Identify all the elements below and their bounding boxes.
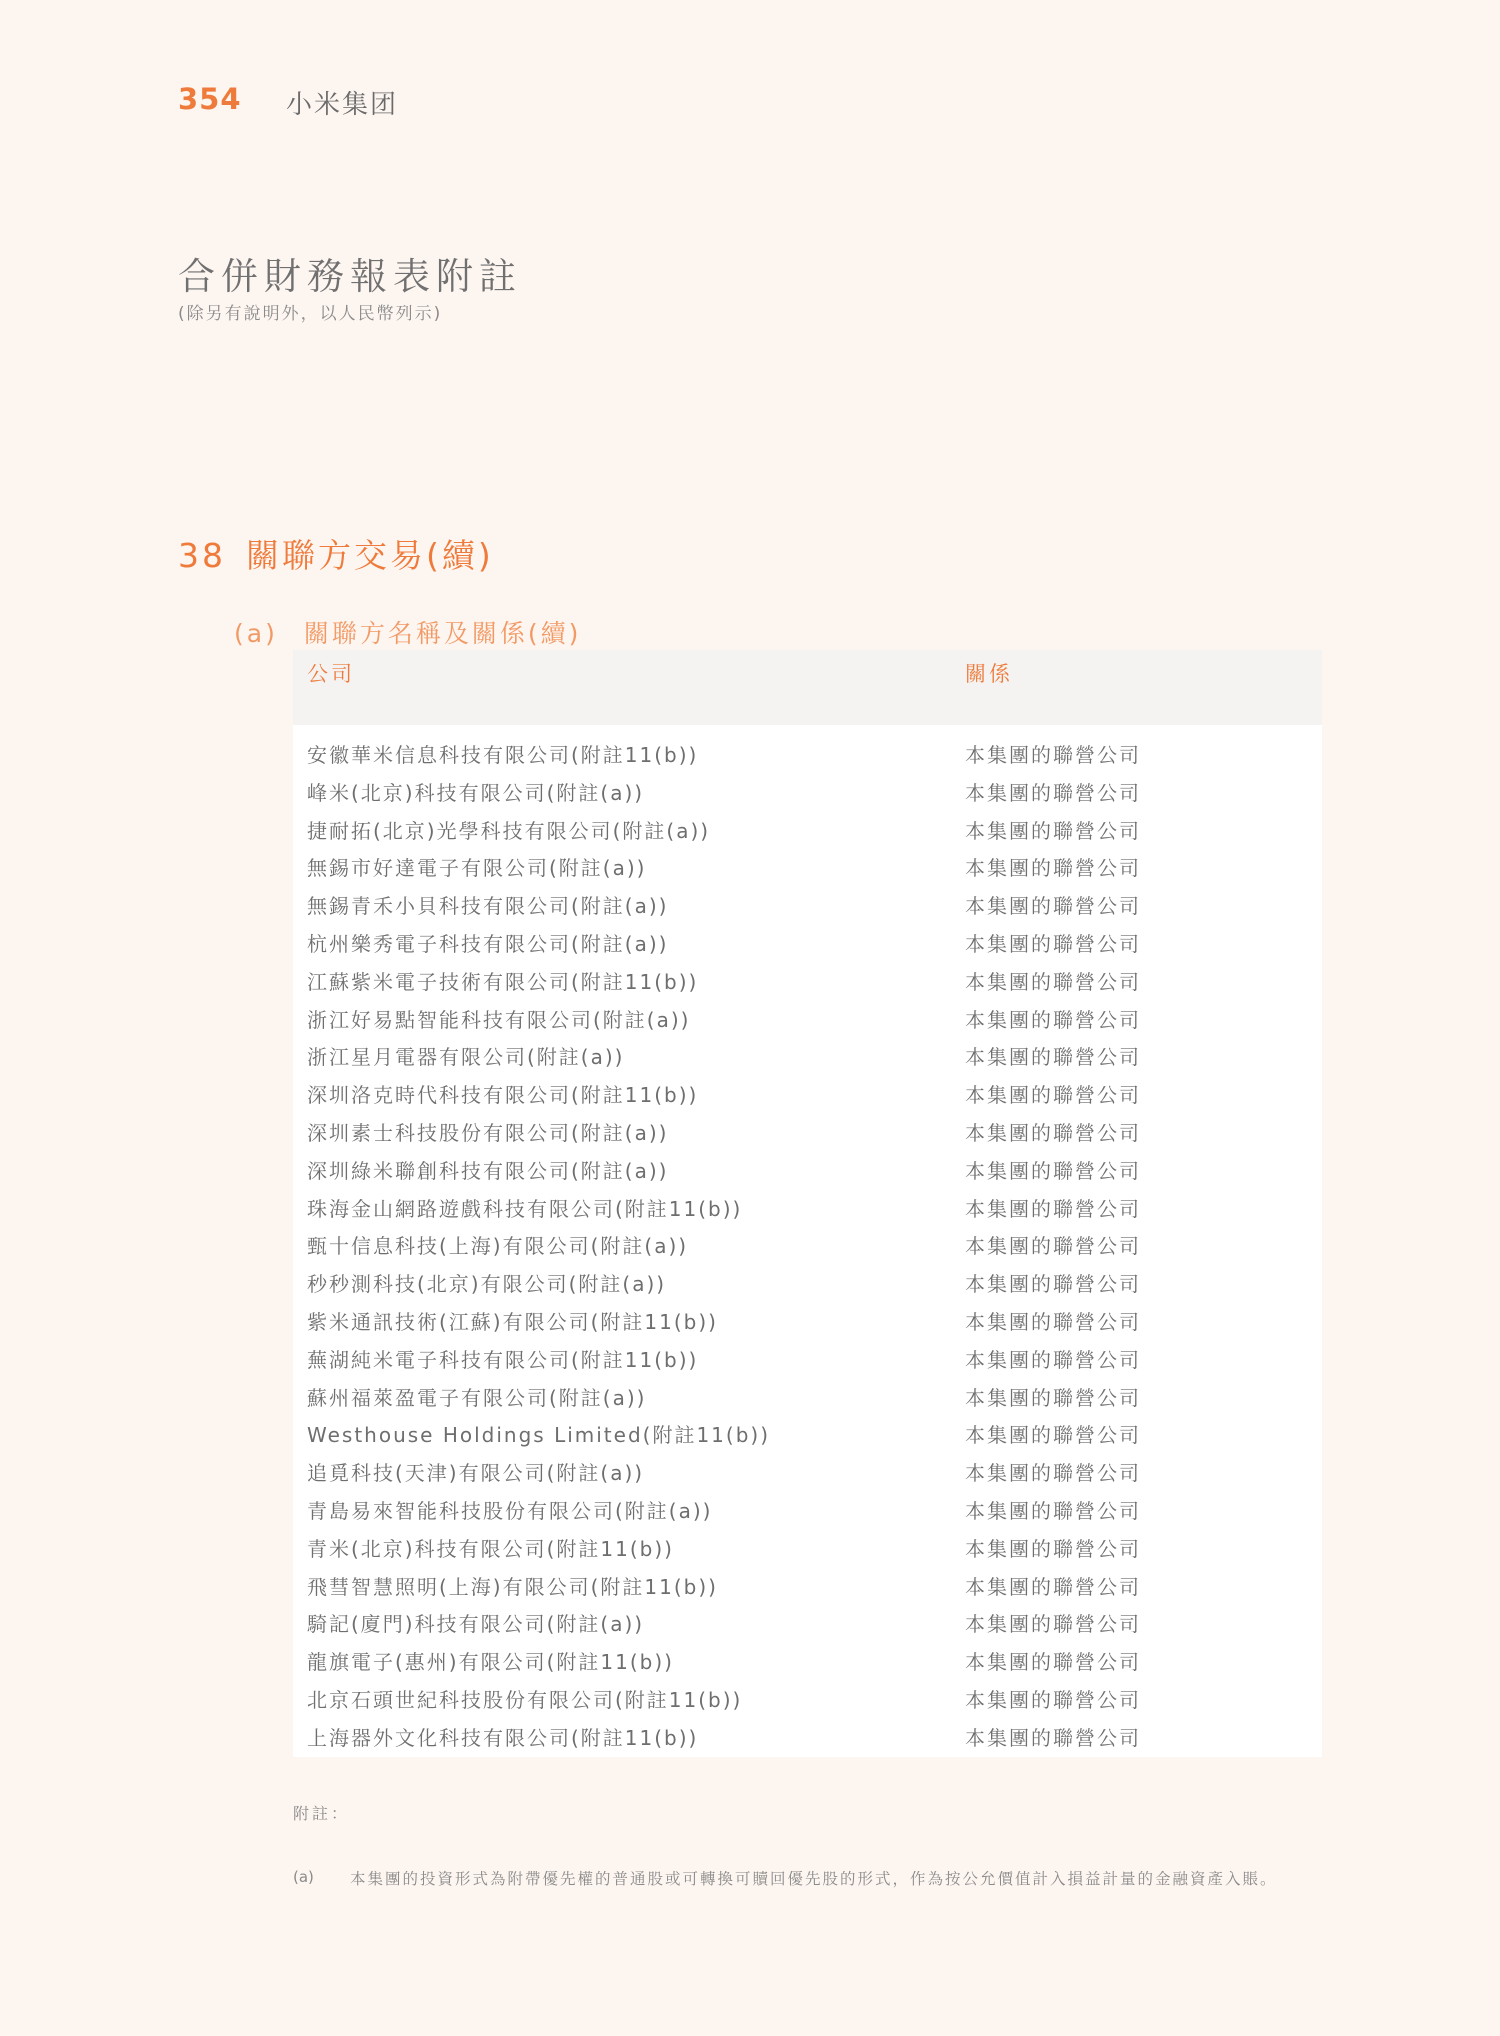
cell-company: 深圳洛克時代科技有限公司(附註11(b)) — [307, 1083, 699, 1108]
cell-company: 紫米通訊技術(江蘇)有限公司(附註11(b)) — [307, 1309, 718, 1334]
cell-company: 北京石頭世紀科技股份有限公司(附註11(b)) — [307, 1687, 743, 1712]
cell-relationship: 本集團的聯營公司 — [965, 894, 1141, 919]
table-row — [293, 732, 1322, 770]
cell-company: 江蘇紫米電子技術有限公司(附註11(b)) — [307, 969, 699, 994]
table-row — [293, 921, 1322, 959]
table-row — [293, 1375, 1322, 1413]
notes-title: 附註： — [293, 1804, 351, 1823]
header-relationship: 關係 — [965, 662, 1013, 686]
cell-relationship: 本集團的聯營公司 — [965, 1725, 1141, 1750]
document-title: 合併財務報表附註 — [178, 255, 522, 298]
cell-relationship: 本集團的聯營公司 — [965, 1687, 1141, 1712]
cell-company: Westhouse Holdings Limited(附註11(b)) — [307, 1423, 771, 1448]
cell-company: 追覓科技(天津)有限公司(附註(a)) — [307, 1461, 645, 1486]
subsection-label: (a) — [234, 619, 278, 648]
cell-relationship: 本集團的聯營公司 — [965, 1536, 1141, 1561]
section-number: 38 — [178, 536, 226, 575]
cell-company: 深圳素士科技股份有限公司(附註(a)) — [307, 1120, 669, 1145]
related-parties-table — [293, 650, 1322, 1757]
table-row — [293, 1110, 1322, 1148]
cell-relationship: 本集團的聯營公司 — [965, 1007, 1141, 1032]
cell-company: 上海器外文化科技有限公司(附註11(b)) — [307, 1725, 699, 1750]
cell-company: 無錫青禾小貝科技有限公司(附註(a)) — [307, 894, 669, 919]
cell-relationship: 本集團的聯營公司 — [965, 1574, 1141, 1599]
section-heading — [178, 530, 494, 577]
table-row — [293, 959, 1322, 997]
cell-company: 珠海金山網路遊戲科技有限公司(附註11(b)) — [307, 1196, 743, 1221]
cell-relationship: 本集團的聯營公司 — [965, 1498, 1141, 1523]
table-row — [293, 1261, 1322, 1299]
subsection-heading — [234, 614, 581, 650]
cell-relationship: 本集團的聯營公司 — [965, 1083, 1141, 1108]
cell-company: 浙江好易點智能科技有限公司(附註(a)) — [307, 1007, 691, 1032]
header-company: 公司 — [307, 662, 355, 686]
cell-relationship: 本集團的聯營公司 — [965, 1347, 1141, 1372]
cell-relationship: 本集團的聯營公司 — [965, 1461, 1141, 1486]
cell-relationship: 本集團的聯營公司 — [965, 1309, 1141, 1334]
cell-company: 杭州樂秀電子科技有限公司(附註(a)) — [307, 931, 669, 956]
cell-company: 飛彗智慧照明(上海)有限公司(附註11(b)) — [307, 1574, 718, 1599]
table-row — [293, 770, 1322, 808]
cell-relationship: 本集團的聯營公司 — [965, 856, 1141, 881]
table-row — [293, 845, 1322, 883]
table-row — [293, 1148, 1322, 1186]
cell-relationship: 本集團的聯營公司 — [965, 743, 1141, 767]
cell-company: 青島易來智能科技股份有限公司(附註(a)) — [307, 1498, 713, 1523]
table-row — [293, 1034, 1322, 1072]
cell-company: 峰米(北京)科技有限公司(附註(a)) — [307, 780, 645, 805]
document-subtitle: (除另有說明外，以人民幣列示) — [178, 304, 443, 324]
table-row — [293, 883, 1322, 921]
cell-relationship: 本集團的聯營公司 — [965, 1045, 1141, 1070]
cell-relationship: 本集團的聯營公司 — [965, 1120, 1141, 1145]
cell-company: 深圳綠米聯創科技有限公司(附註(a)) — [307, 1158, 669, 1183]
table-row — [293, 1299, 1322, 1337]
cell-company: 安徽華米信息科技有限公司(附註11(b)) — [307, 743, 699, 767]
company-name: 小米集团 — [286, 90, 399, 120]
cell-company: 無錫市好達電子有限公司(附註(a)) — [307, 856, 647, 881]
cell-relationship: 本集團的聯營公司 — [965, 1158, 1141, 1183]
table-row — [293, 1412, 1322, 1450]
table-row — [293, 1072, 1322, 1110]
cell-company: 浙江星月電器有限公司(附註(a)) — [307, 1045, 625, 1070]
table-row — [293, 1564, 1322, 1602]
note-text: 本集團的投資形式為附帶優先權的普通股或可轉換可贖回優先股的形式，作為按公允價值計入損益計量的金融資產入賬。 — [350, 1870, 1278, 1888]
table-row — [293, 997, 1322, 1035]
cell-company: 蕪湖純米電子科技有限公司(附註11(b)) — [307, 1347, 699, 1372]
cell-relationship: 本集團的聯營公司 — [965, 1385, 1141, 1410]
table-row — [293, 808, 1322, 846]
table-body — [293, 725, 1322, 1757]
cell-relationship: 本集團的聯營公司 — [965, 1423, 1141, 1448]
cell-relationship: 本集團的聯營公司 — [965, 780, 1141, 805]
table-header — [293, 650, 1322, 725]
table-row — [293, 1337, 1322, 1375]
cell-company: 秒秒測科技(北京)有限公司(附註(a)) — [307, 1272, 667, 1297]
table-row — [293, 1186, 1322, 1224]
table-row — [293, 1639, 1322, 1677]
cell-relationship: 本集團的聯營公司 — [965, 1234, 1141, 1259]
cell-company: 龍旗電子(惠州)有限公司(附註11(b)) — [307, 1650, 674, 1675]
cell-relationship: 本集團的聯營公司 — [965, 1650, 1141, 1675]
cell-company: 青米(北京)科技有限公司(附註11(b)) — [307, 1536, 674, 1561]
cell-relationship: 本集團的聯營公司 — [965, 969, 1141, 994]
cell-relationship: 本集團的聯營公司 — [965, 1272, 1141, 1297]
cell-company: 騎記(廈門)科技有限公司(附註(a)) — [307, 1612, 645, 1637]
cell-company: 蘇州福萊盈電子有限公司(附註(a)) — [307, 1385, 647, 1410]
note-label: (a) — [293, 1868, 314, 1886]
cell-relationship: 本集團的聯營公司 — [965, 931, 1141, 956]
table-row — [293, 1488, 1322, 1526]
cell-relationship: 本集團的聯營公司 — [965, 818, 1141, 843]
cell-company: 捷耐拓(北京)光學科技有限公司(附註(a)) — [307, 818, 711, 843]
table-row — [293, 1715, 1322, 1753]
table-row — [293, 1450, 1322, 1488]
page-number: 354 — [178, 82, 242, 116]
subsection-title: 關聯方名稱及關係(續) — [303, 619, 582, 648]
cell-relationship: 本集團的聯營公司 — [965, 1612, 1141, 1637]
cell-company: 甄十信息科技(上海)有限公司(附註(a)) — [307, 1234, 689, 1259]
cell-relationship: 本集團的聯營公司 — [965, 1196, 1141, 1221]
table-row — [293, 1677, 1322, 1715]
table-row — [293, 1223, 1322, 1261]
table-row — [293, 1526, 1322, 1564]
section-title: 關聯方交易(續) — [246, 536, 494, 575]
table-row — [293, 1601, 1322, 1639]
